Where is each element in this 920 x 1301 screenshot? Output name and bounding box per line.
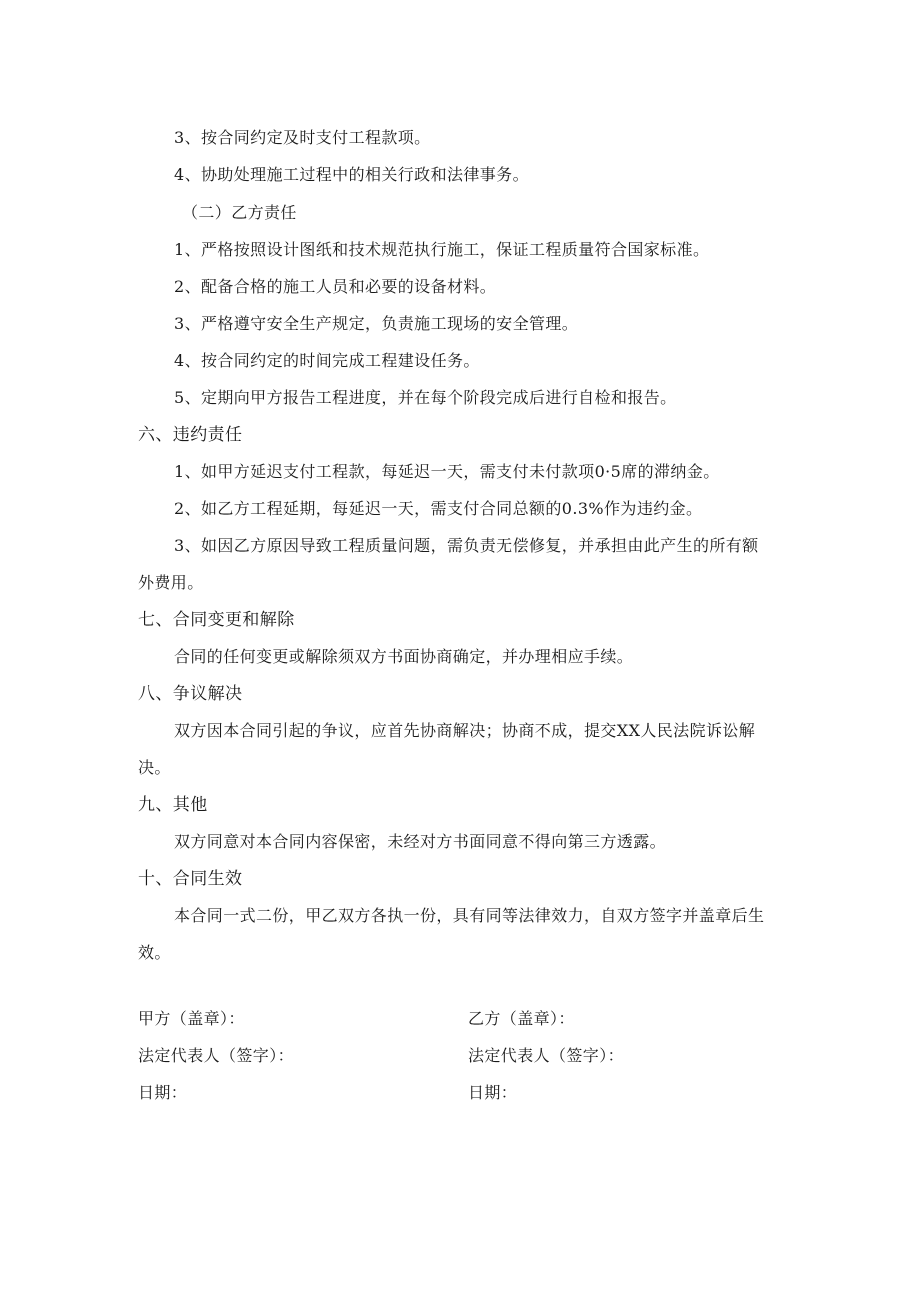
party-a-seal-label: 甲方（盖章）： [138,1009,245,1028]
breach-item-2: 2、如乙方工程延期，每延迟一天，需支付合同总额的0.3%作为违约金。 [174,499,703,518]
party-b-item-4: 4、按合同约定的时间完成工程建设任务。 [174,351,480,370]
effect-line-1: 本合同一式二份，甲乙双方各执一份，具有同等法律效力，自双方签字并盖章后生 [174,906,765,925]
party-a-duty-4: 4、协助处理施工过程中的相关行政和法律事务。 [174,165,529,184]
party-b-heading: （二）乙方责任 [182,203,297,222]
party-b-date-label: 日期： [468,1083,518,1102]
party-b-item-1: 1、严格按照设计图纸和技术规范执行施工，保证工程质量符合国家标准。 [174,240,710,259]
party-b-seal-label: 乙方（盖章）： [468,1009,575,1028]
section-effect-heading: 十、合同生效 [138,869,243,889]
party-b-item-5: 5、定期向甲方报告工程进度，并在每个阶段完成后进行自检和报告。 [174,388,677,407]
party-a-representative-label: 法定代表人（签字）： [138,1046,295,1065]
breach-item-3-line-2: 外费用。 [138,573,204,592]
change-text: 合同的任何变更或解除须双方书面协商确定，并办理相应手续。 [174,647,634,666]
effect-line-2: 效。 [138,943,171,962]
party-b-representative-label: 法定代表人（签字）： [468,1046,625,1065]
section-dispute-heading: 八、争议解决 [138,684,243,704]
section-breach-heading: 六、违约责任 [138,425,243,445]
party-b-item-2: 2、配备合格的施工人员和必要的设备材料。 [174,277,497,296]
dispute-line-1: 双方因本合同引起的争议，应首先协商解决；协商不成，提交XX人民法院诉讼解 [174,721,756,740]
party-a-date-label: 日期： [138,1083,188,1102]
other-text: 双方同意对本合同内容保密，未经对方书面同意不得向第三方透露。 [174,832,667,851]
section-other-heading: 九、其他 [138,795,208,815]
breach-item-1: 1、如甲方延迟支付工程款，每延迟一天，需支付未付款项0·5席的滞纳金。 [174,462,720,481]
party-b-item-3: 3、严格遵守安全生产规定，负责施工现场的安全管理。 [174,314,579,333]
party-a-duty-3: 3、按合同约定及时支付工程款项。 [174,128,431,147]
section-change-heading: 七、合同变更和解除 [138,610,295,630]
breach-item-3-line-1: 3、如因乙方原因导致工程质量问题，需负责无偿修复，并承担由此产生的所有额 [174,536,759,555]
dispute-line-2: 决。 [138,758,171,777]
